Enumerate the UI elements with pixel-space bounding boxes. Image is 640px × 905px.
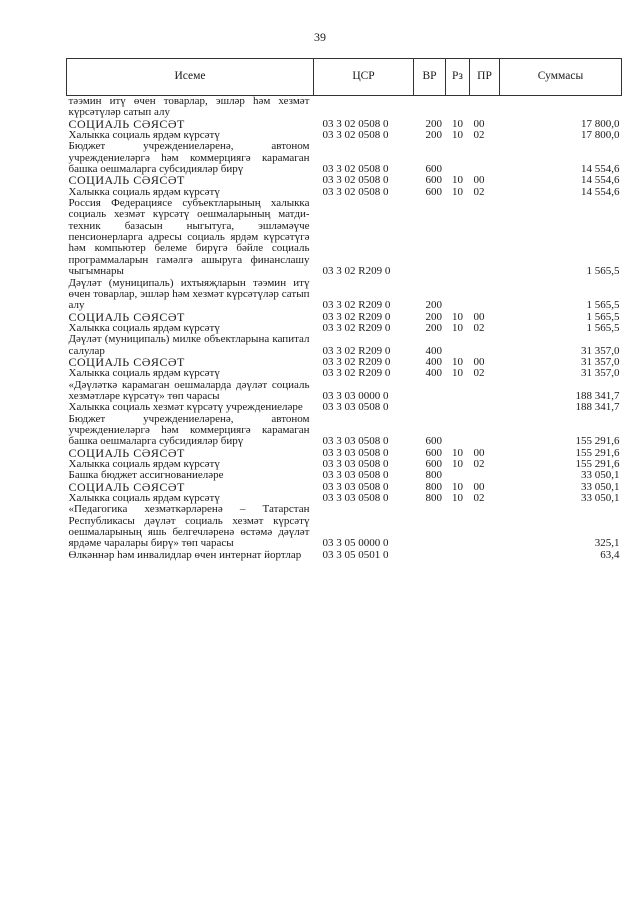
header-vr: ВР bbox=[414, 59, 446, 96]
row-vr: 800 bbox=[425, 469, 442, 482]
row-vr: 600 bbox=[425, 163, 442, 176]
row-sum: 33 050,1 bbox=[581, 469, 620, 482]
row-vr: 800 bbox=[425, 480, 442, 493]
row-csr: 03 3 03 0508 0 bbox=[322, 458, 389, 470]
row-name: СОЦИАЛЬ СӘЯСӘТ bbox=[68, 309, 185, 324]
row-sum: 31 357,0 bbox=[581, 367, 620, 380]
row-vr: 400 bbox=[425, 355, 442, 368]
table-body bbox=[67, 96, 622, 562]
row-sum bbox=[500, 96, 622, 119]
row-sum: 188 341,7 bbox=[575, 389, 620, 402]
row-csr: 03 3 02 R209 0 bbox=[322, 321, 391, 334]
row-csr: 03 3 02 0508 0 bbox=[322, 185, 389, 198]
row-name: Халыкка социаль ярдәм күрсәтү bbox=[68, 367, 220, 380]
row-csr: 03 3 03 0508 0 bbox=[322, 469, 389, 482]
table-row bbox=[67, 141, 622, 175]
header-csr: ЦСР bbox=[314, 59, 414, 96]
row-sum: 14 554,6 bbox=[581, 163, 620, 176]
row-sum: 1 565,5 bbox=[586, 299, 620, 312]
table-header bbox=[67, 59, 622, 96]
row-rz: 10 bbox=[452, 117, 463, 130]
row-vr: 600 bbox=[425, 185, 442, 198]
row-csr: 03 3 03 0508 0 bbox=[322, 446, 389, 459]
row-vr: 200 bbox=[425, 299, 442, 312]
row-name: Өлкәннәр һәм инвалидлар өчен интернат йортлар bbox=[68, 548, 302, 561]
row-sum: 33 050,1 bbox=[581, 492, 620, 505]
row-sum: 155 291,6 bbox=[575, 458, 620, 470]
row-pr: 02 bbox=[473, 185, 485, 198]
row-rz: 10 bbox=[452, 174, 463, 187]
row-pr: 00 bbox=[473, 446, 485, 459]
header-sum: Суммасы bbox=[500, 59, 622, 96]
row-rz bbox=[446, 402, 470, 413]
row-sum: 155 291,6 bbox=[575, 446, 620, 459]
row-csr: 03 3 02 R209 0 bbox=[322, 355, 391, 368]
row-rz bbox=[446, 141, 470, 175]
table-row bbox=[67, 96, 622, 119]
row-pr: 00 bbox=[473, 480, 485, 493]
row-csr: 03 3 03 0508 0 bbox=[322, 435, 389, 448]
row-name: Башка бюджет ассигнованиеләре bbox=[68, 469, 224, 482]
row-rz: 10 bbox=[452, 129, 463, 142]
row-csr: 03 3 02 R209 0 bbox=[322, 265, 391, 278]
row-pr bbox=[470, 334, 500, 357]
row-vr bbox=[414, 198, 446, 277]
row-vr: 200 bbox=[425, 129, 442, 142]
row-rz bbox=[446, 414, 470, 448]
row-rz: 10 bbox=[452, 367, 463, 380]
row-pr: 00 bbox=[473, 355, 485, 368]
row-vr bbox=[414, 504, 446, 549]
row-sum: 155 291,6 bbox=[575, 435, 620, 448]
row-sum: 1 565,5 bbox=[586, 310, 620, 323]
row-name: Халыкка социаль хезмәт күрсәтү учреждениеләре bbox=[68, 401, 303, 414]
row-csr: 03 3 02 0508 0 bbox=[322, 174, 389, 187]
row-pr: 00 bbox=[473, 310, 485, 323]
row-vr: 400 bbox=[425, 367, 442, 380]
row-name: СОЦИАЛЬ СӘЯСӘТ bbox=[68, 116, 185, 131]
row-pr: 00 bbox=[473, 174, 485, 187]
row-rz bbox=[446, 96, 470, 119]
row-sum: 1 565,5 bbox=[586, 321, 620, 334]
row-csr: 03 3 02 R209 0 bbox=[322, 299, 391, 312]
header-pr: ПР bbox=[470, 59, 500, 96]
row-rz: 10 bbox=[452, 310, 463, 323]
row-name: «Педагогика хезмәткәрләренә – Татарстан Республикасы дәүләт социаль хезмәт күрсәтү оешмаларының яшь белгечләренә өстәмә дәүләт ярдәме чаралары бирү» төп чарасы bbox=[68, 503, 310, 550]
row-vr: 600 bbox=[425, 435, 442, 448]
row-name: СОЦИАЛЬ СӘЯСӘТ bbox=[68, 173, 185, 188]
row-csr: 03 3 02 0508 0 bbox=[322, 117, 389, 130]
row-csr bbox=[314, 96, 414, 119]
row-csr: 03 3 03 0000 0 bbox=[322, 389, 389, 402]
row-vr: 600 bbox=[425, 174, 442, 187]
row-rz bbox=[446, 278, 470, 312]
row-sum: 63,4 bbox=[600, 548, 620, 561]
row-vr: 400 bbox=[425, 344, 442, 357]
row-pr bbox=[470, 550, 500, 561]
row-pr bbox=[470, 96, 500, 119]
row-sum: 31 357,0 bbox=[581, 344, 620, 357]
row-vr: 800 bbox=[425, 492, 442, 505]
row-name: Россия Федерациясе субъектларының халыкка социаль хезмәт күрсәтү оешмаларының матди-техник базасын ныгытуга, эшләмәүче пенсионерларга адресы социаль ярдәм күрсәтүгә һәм компьютер белеме бирүгә бәйле социаль программаларын гамәлгә ашыруга финанслашу чыгымнары bbox=[68, 197, 310, 278]
row-name: Бюджет учреждениеләренә, автоном учреждениеләргә һәм коммерциягә карамаган башка оешмаларга субсидияләр бирү bbox=[68, 140, 310, 176]
table-row bbox=[67, 368, 622, 379]
row-csr: 03 3 02 R209 0 bbox=[322, 367, 391, 380]
table-row bbox=[67, 380, 622, 403]
row-csr: 03 3 02 R209 0 bbox=[322, 344, 391, 357]
row-sum: 31 357,0 bbox=[581, 355, 620, 368]
table-row bbox=[67, 504, 622, 549]
row-rz bbox=[446, 470, 470, 481]
row-vr bbox=[414, 380, 446, 403]
header-rz: Рз bbox=[446, 59, 470, 96]
row-rz: 10 bbox=[452, 492, 463, 505]
row-rz bbox=[446, 198, 470, 277]
row-csr: 03 3 02 0508 0 bbox=[322, 129, 389, 142]
row-csr: 03 3 03 0508 0 bbox=[322, 480, 389, 493]
row-csr: 03 3 02 0508 0 bbox=[322, 163, 389, 176]
row-pr bbox=[470, 470, 500, 481]
row-name: Дәүләт (муниципаль) милке объектларына капитал салулар bbox=[68, 333, 310, 357]
table-row bbox=[67, 402, 622, 413]
row-vr: 200 bbox=[425, 117, 442, 130]
row-name: «Дәүләткә карамаган оешмаларда дәүләт социаль хезмәтләре күрсәтү» төп чарасы bbox=[68, 378, 310, 402]
row-csr: 03 3 03 0508 0 bbox=[322, 492, 389, 505]
row-pr: 02 bbox=[473, 492, 485, 505]
row-name: СОЦИАЛЬ СӘЯСӘТ bbox=[68, 445, 185, 460]
row-name: тәэмин итү өчен товарлар, эшләр һәм хезмәт күрсәтүләр сатып алу bbox=[68, 95, 310, 119]
header-name: Исеме bbox=[67, 59, 314, 96]
row-sum: 14 554,6 bbox=[581, 185, 620, 198]
table-row bbox=[67, 278, 622, 312]
row-pr bbox=[470, 198, 500, 277]
row-sum: 33 050,1 bbox=[581, 480, 620, 493]
row-sum: 188 341,7 bbox=[575, 401, 620, 414]
row-pr bbox=[470, 278, 500, 312]
row-vr bbox=[414, 96, 446, 119]
table-row bbox=[67, 550, 622, 561]
row-vr bbox=[414, 402, 446, 413]
row-pr bbox=[470, 141, 500, 175]
row-rz bbox=[446, 380, 470, 403]
row-name: Халыкка социаль ярдәм күрсәтү bbox=[68, 185, 220, 198]
row-name: Бюджет учреждениеләренә, автоном учреждениеләргә һәм коммерциягә карамаган башка оешмаларга субсидияләр бирү bbox=[68, 412, 310, 448]
row-csr: 03 3 05 0501 0 bbox=[322, 548, 389, 561]
page-number: 39 bbox=[314, 30, 326, 44]
row-vr: 600 bbox=[425, 446, 442, 459]
row-name: СОЦИАЛЬ СӘЯСӘТ bbox=[68, 479, 185, 494]
row-rz: 10 bbox=[452, 321, 463, 334]
row-vr bbox=[414, 550, 446, 561]
row-name: Халыкка социаль ярдәм күрсәтү bbox=[68, 458, 220, 470]
row-rz: 10 bbox=[452, 355, 463, 368]
row-vr: 600 bbox=[425, 458, 442, 470]
row-rz bbox=[446, 504, 470, 549]
table-row bbox=[67, 198, 622, 277]
row-rz: 10 bbox=[452, 458, 463, 470]
row-rz: 10 bbox=[452, 185, 463, 198]
row-pr bbox=[470, 402, 500, 413]
row-name: Дәүләт (муниципаль) ихтыяҗларын тәэмин итү өчен товарлар, эшләр һәм хезмәт күрсәтүләр сатып алу bbox=[68, 276, 310, 312]
row-csr: 03 3 03 0508 0 bbox=[322, 401, 389, 414]
row-sum: 14 554,6 bbox=[581, 174, 620, 187]
row-vr: 200 bbox=[425, 310, 442, 323]
row-pr: 02 bbox=[473, 458, 485, 470]
row-rz: 10 bbox=[452, 446, 463, 459]
row-name: Халыкка социаль ярдәм күрсәтү bbox=[68, 321, 220, 334]
row-pr bbox=[470, 504, 500, 549]
row-pr bbox=[470, 414, 500, 448]
row-pr: 02 bbox=[473, 129, 485, 142]
table-row bbox=[67, 334, 622, 357]
row-rz: 10 bbox=[452, 480, 463, 493]
row-rz bbox=[446, 550, 470, 561]
row-sum: 17 800,0 bbox=[581, 129, 620, 142]
row-csr: 03 3 05 0000 0 bbox=[322, 537, 389, 550]
table-row bbox=[67, 414, 622, 448]
row-sum: 17 800,0 bbox=[581, 117, 620, 130]
row-vr: 200 bbox=[425, 321, 442, 334]
row-sum: 1 565,5 bbox=[586, 265, 620, 278]
row-csr: 03 3 02 R209 0 bbox=[322, 310, 391, 323]
row-pr: 02 bbox=[473, 321, 485, 334]
row-sum: 325,1 bbox=[594, 537, 620, 550]
row-pr: 00 bbox=[473, 117, 485, 130]
budget-table bbox=[66, 58, 622, 561]
row-name: СОЦИАЛЬ СӘЯСӘТ bbox=[68, 354, 185, 369]
row-name: Халыкка социаль ярдәм күрсәтү bbox=[68, 129, 220, 142]
row-pr bbox=[470, 380, 500, 403]
row-name: Халыкка социаль ярдәм күрсәтү bbox=[68, 492, 220, 505]
row-rz bbox=[446, 334, 470, 357]
row-pr: 02 bbox=[473, 367, 485, 380]
